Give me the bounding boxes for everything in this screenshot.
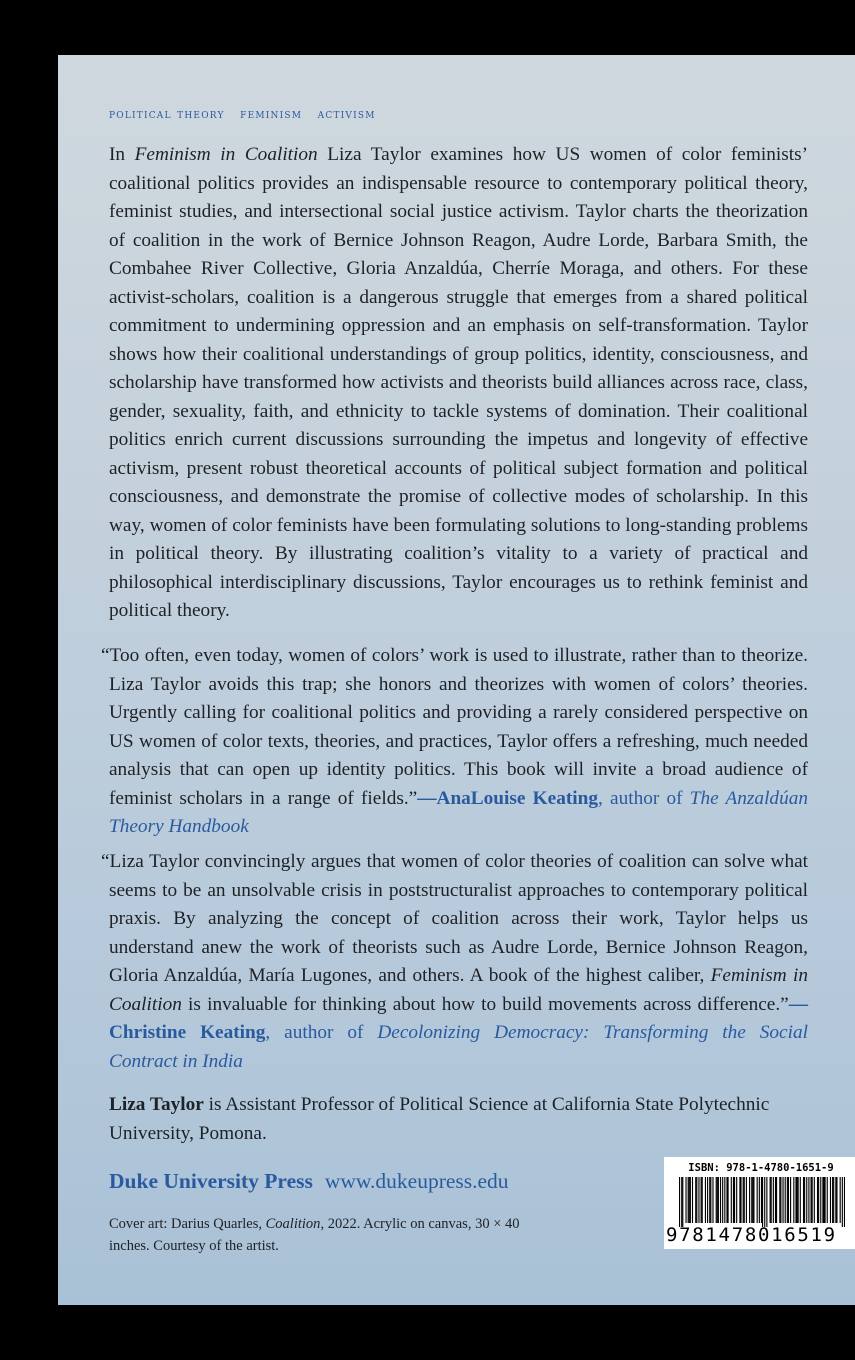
blurb-author: —Christine Keating: [109, 993, 808, 1043]
blurb-author-of: author of: [602, 787, 690, 809]
barcode-bar: [681, 1177, 682, 1227]
barcode-bar: [773, 1177, 774, 1223]
blurb-keating-analouise: [101, 642, 808, 842]
barcode-bar: [766, 1177, 767, 1227]
subject-category: activism: [317, 106, 376, 122]
barcode-bar: [712, 1177, 713, 1223]
back-cover: [58, 55, 855, 1305]
barcode-bar: [780, 1177, 781, 1223]
barcode-bar: [788, 1177, 789, 1223]
barcode-bar: [823, 1177, 824, 1223]
subject-category: political theory: [109, 106, 225, 122]
barcode-bar: [679, 1177, 680, 1227]
barcode-bar: [753, 1177, 754, 1223]
credit-suffix: , 2022. Acrylic on canvas, 30 × 40 inches. Courtesy of the artist.: [109, 1216, 520, 1254]
barcode-bar: [743, 1177, 744, 1223]
barcode-bar: [736, 1177, 737, 1223]
barcode-bar: [746, 1177, 747, 1223]
author-name: Liza Taylor: [109, 1094, 204, 1115]
barcode-bar: [709, 1177, 710, 1223]
blurb-text: “Liza Taylor convincingly argues that women of color theories of coalition can solve what seems to be an unsolvable crisis in poststructuralist approaches to contemporary political praxis. By analyzing the concept of coalition across their work, Taylor helps us understand anew the work of theorists such as Audre Lorde, Bernice Johnson Reagon, Gloria Anzaldúa, María Lugones, and others. A book of the highest caliber,: [101, 851, 808, 986]
barcode-bar: [749, 1177, 750, 1223]
blurb-inline-title: Feminism in Coalition: [109, 965, 808, 1015]
credit-prefix: Cover art: Darius Quarles,: [109, 1216, 266, 1232]
barcode-bar: [770, 1177, 771, 1223]
barcode-bar: [771, 1177, 772, 1223]
barcode-bar: [707, 1177, 708, 1223]
barcode-bar: [804, 1177, 805, 1223]
barcode-bar: [728, 1177, 729, 1223]
barcode-bar: [833, 1177, 834, 1223]
barcode-bar: [808, 1177, 809, 1223]
barcode-bar: [717, 1177, 718, 1223]
barcode-bar: [822, 1177, 823, 1223]
barcode-bar: [818, 1177, 819, 1223]
barcode-bar: [795, 1177, 796, 1223]
publisher-name: Duke University Press: [109, 1169, 313, 1193]
barcode-bar: [720, 1177, 721, 1223]
barcode-bar: [731, 1177, 732, 1223]
credit-artwork-title: Coalition: [265, 1216, 321, 1232]
barcode-bar: [692, 1177, 693, 1223]
barcode-bar: [696, 1177, 697, 1223]
book-description: [109, 141, 808, 626]
barcode-bar: [716, 1177, 717, 1223]
barcode-bar: [702, 1177, 703, 1223]
barcode-bar: [695, 1177, 696, 1223]
barcode-bar: [757, 1177, 758, 1223]
barcode-bar: [790, 1177, 791, 1223]
barcode-bar: [811, 1177, 812, 1223]
barcode-bar: [776, 1177, 777, 1223]
publisher: [109, 1169, 509, 1194]
barcode-bar: [705, 1177, 706, 1223]
blurb-text: “Too often, even today, women of colors’ work is used to illustrate, rather than to theorize. Liza Taylor avoids this trap; she honors and theorizes with women of colors’ theories. Urgently calling for coalitional politics and providing a rarely considered perspective on US women of color texts, theories, and practices, Taylor offers a refreshing, much needed analysis that can open up identity politics. This book will invite a broad audience of feminist scholars in a range of fields.”: [101, 645, 808, 809]
barcode-bar: [751, 1177, 752, 1223]
description-intro: In: [109, 144, 135, 165]
isbn-label: ISBN: 978-1-4780-1651-9: [688, 1162, 834, 1174]
blurb-keating-christine: [101, 848, 808, 1076]
barcode-bar: [685, 1177, 686, 1223]
barcode-bar: [840, 1177, 841, 1223]
barcode-bar: [814, 1177, 815, 1223]
barcode-bar: [764, 1177, 765, 1227]
author-bio: [109, 1091, 808, 1148]
barcode-bar: [803, 1177, 804, 1223]
barcode-bar: [827, 1177, 828, 1223]
barcode-bar: [724, 1177, 725, 1223]
barcode-bar: [726, 1177, 727, 1223]
barcode-bar: [718, 1177, 719, 1223]
cover-art-credit: [109, 1213, 549, 1257]
barcode-bar: [796, 1177, 797, 1223]
barcode-bar: [752, 1177, 753, 1223]
blurb-author: —AnaLouise Keating: [417, 787, 598, 809]
barcode-bar: [739, 1177, 740, 1223]
isbn-digits: 9781478016519: [666, 1224, 837, 1246]
barcode-bar: [820, 1177, 821, 1223]
barcode-bar: [690, 1177, 691, 1223]
barcode-bar: [793, 1177, 794, 1223]
barcode-bar: [722, 1177, 723, 1223]
barcode-bar: [825, 1177, 826, 1223]
barcode-bar: [836, 1177, 837, 1223]
barcode-bar: [779, 1177, 780, 1223]
barcode-bar: [798, 1177, 799, 1223]
author-bio-text: is Assistant Professor of Political Science at California State Polytechnic University, Pomona.: [109, 1094, 770, 1144]
blurb-comma: ,: [597, 787, 603, 809]
barcode-bar: [842, 1177, 843, 1227]
barcode-bar: [835, 1177, 836, 1223]
barcode-bar: [785, 1177, 786, 1223]
blurb-author-of: , author of: [265, 1022, 378, 1043]
barcode-bar: [688, 1177, 689, 1223]
barcode-bar: [744, 1177, 745, 1223]
barcode-bar: [734, 1177, 735, 1223]
description-body: Liza Taylor examines how US women of color feminists’ coalitional politics provides an indispensable resource to contemporary political theory, feminist studies, and intersectional social justice activism. Taylor charts the theorization of coalition in the work of Bernice Johnson Reagon, Audre Lorde, Barbara Smith, the Combahee River Collective, Gloria Anzaldúa, Cherríe Moraga, and others. For these activist-scholars, coalition is a dangerous struggle that emerges from a shared political commitment to undermining oppression and an emphasis on self-transformation. Taylor shows how their coalitional understandings of group politics, identity, consciousness, and scholarship have transformed how activists and theorists build alliances across race, class, gender, sexuality, faith, and ethnicity to tackle systems of domination. Their coalitional politics enrich current discussions surrounding the impetus and longevity of effective activism, present robust theoretical accounts of political subject formation and political consciousness, and demonstrate the promise of collective modes of scholarship. In this way, women of color feminists have been formulating solutions to long-standing problems in political theory. By illustrating coalition’s vitality to a variety of practical and philosophical interdisciplinary discussions, Taylor encourages us to rethink feminist and political theory.: [109, 144, 809, 621]
barcode-bar: [800, 1177, 801, 1223]
barcode-bar: [710, 1177, 711, 1223]
barcode-bar: [817, 1177, 818, 1223]
subject-categories: [109, 106, 386, 122]
barcode-bar: [698, 1177, 699, 1223]
barcode-bar: [787, 1177, 788, 1223]
blurb-book-title: Decolonizing Democracy: Transforming the Social Contract in India: [109, 1022, 808, 1072]
barcode-bar: [701, 1177, 702, 1223]
barcode-bar: [740, 1177, 741, 1223]
barcode-bar: [832, 1177, 833, 1223]
blurb-text-end: is invaluable for thinking about how to build movements across difference.”: [181, 993, 789, 1015]
barcode-bar: [759, 1177, 760, 1223]
barcode-bar: [682, 1177, 683, 1227]
publisher-url: www.dukeupress.edu: [324, 1169, 509, 1193]
barcode-bars: [679, 1177, 845, 1227]
barcode-bar: [733, 1177, 734, 1223]
subject-category: feminism: [240, 106, 303, 122]
blurb-book-title: The Anzaldúan Theory Handbook: [109, 787, 808, 837]
barcode-bar: [806, 1177, 807, 1223]
barcode-bar: [782, 1177, 783, 1223]
barcode-bar: [775, 1177, 776, 1223]
description-book-title: Feminism in Coalition: [134, 144, 318, 165]
barcode-bar: [812, 1177, 813, 1223]
barcode-bar: [830, 1177, 831, 1223]
barcode-bar: [762, 1177, 763, 1227]
barcode-bar: [761, 1177, 762, 1223]
barcode-bar: [844, 1177, 845, 1227]
barcode-bar: [689, 1177, 690, 1223]
isbn-barcode: [664, 1157, 855, 1249]
